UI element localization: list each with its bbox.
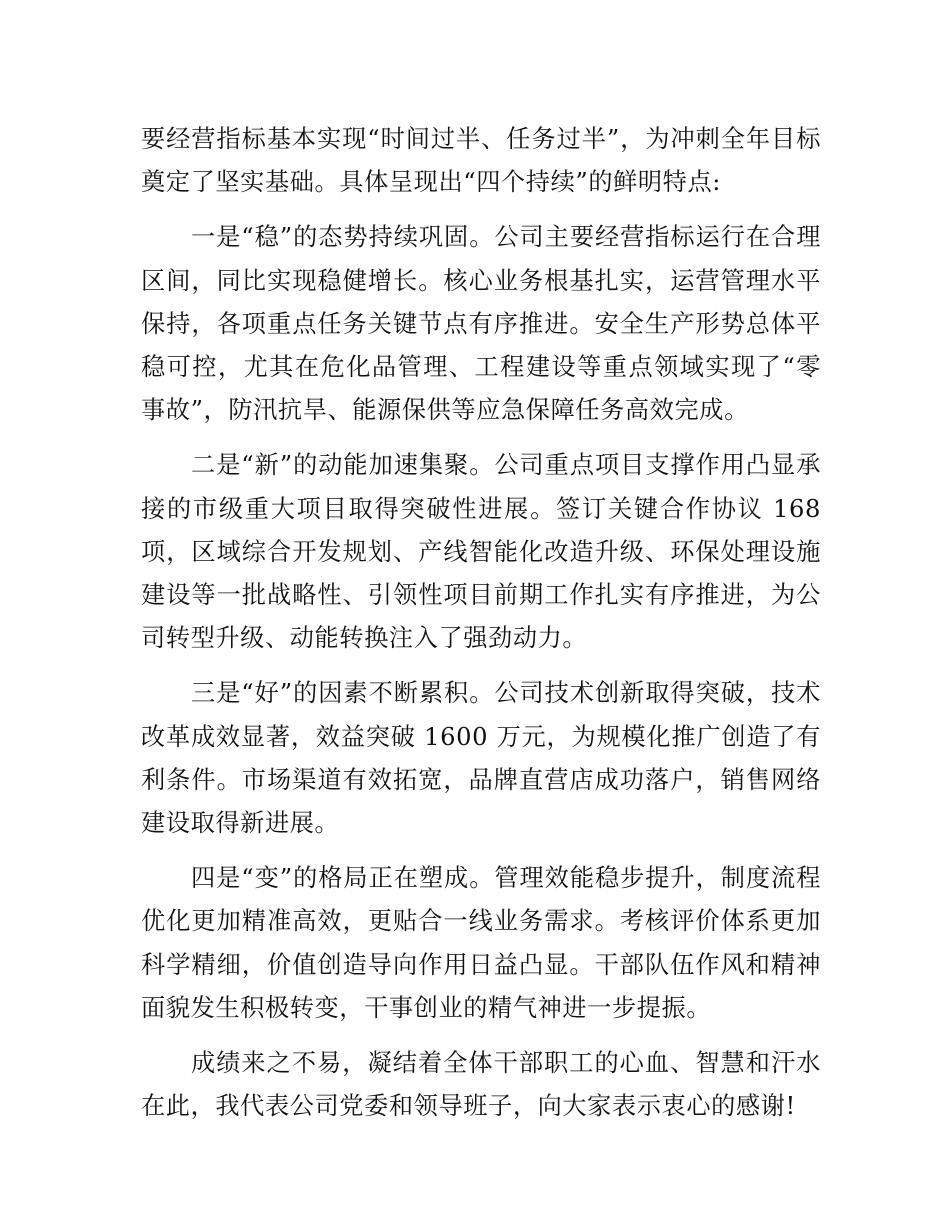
paragraph-thanks: 成绩来之不易，凝结着全体干部职工的心血、智慧和汗水在此，我代表公司党委和领导班子，向大家表示衷心的感谢! bbox=[141, 1049, 821, 1121]
paragraph-change-pattern: 四是“变”的格局正在塑成。管理效能稳步提升，制度流程优化更加精准高效，更贴合一线业务需求。考核评价体系更加科学精细，价值创造导向作用日益凸显。干部队伍作风和精神面貌发生积极转变，干事创业的精气神进一步提振。 bbox=[141, 864, 821, 1022]
paragraph-stability: 一是“稳”的态势持续巩固。公司主要经营指标运行在合理区间，同比实现稳健增长。核心业务根基扎实，运营管理水平保持，各项重点任务关键节点有序推进。安全生产形势总体平稳可控，尤其在危化品管理、工程建设等重点领域实现了“零事故”，防汛抗旱、能源保供等应急保障任务高效完成。 bbox=[141, 223, 821, 425]
paragraph-good-factors: 三是“好”的因素不断累积。公司技术创新取得突破，技术改革成效显著，效益突破 1600 万元，为规模化推广创造了有利条件。市场渠道有效拓宽，品牌直营店成功落户，销售网络建设取得新进展。 bbox=[141, 679, 821, 838]
document-body bbox=[141, 118, 821, 1140]
paragraph-new-momentum: 二是“新”的动能加速集聚。公司重点项目支撑作用凸显承接的市级重大项目取得突破性进展。签订关键合作协议 168项，区域综合开发规划、产线智能化改造升级、环保处理设施建设等一批战略性、引领性项目前期工作扎实有序推进，为公司转型升级、动能转换注入了强劲动力。 bbox=[141, 451, 821, 653]
paragraph-continuation: 要经营指标基本实现“时间过半、任务过半”，为冲刺全年目标奠定了坚实基础。具体呈现出“四个持续”的鲜明特点: bbox=[141, 125, 821, 197]
